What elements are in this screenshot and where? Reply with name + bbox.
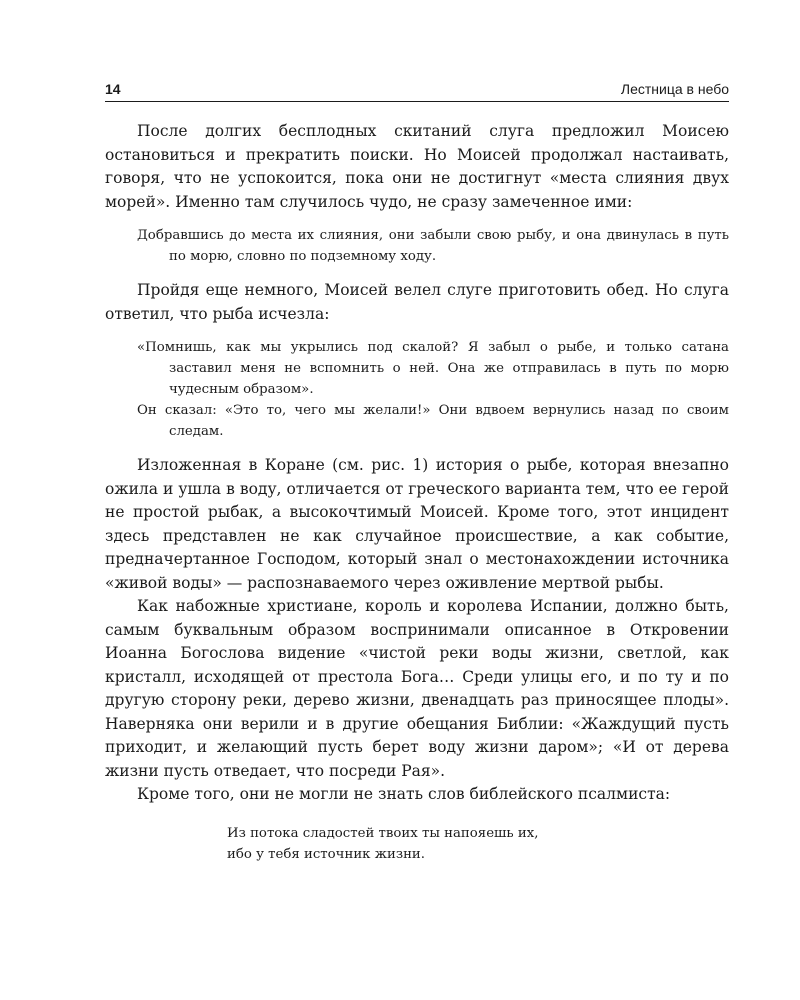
paragraph-5: Кроме того, они не могли не знать слов библейского псалмиста: <box>137 785 671 803</box>
verse-line-2: ибо у тебя источник жизни. <box>227 846 426 862</box>
quote-3: Он сказал: «Это то, чего мы желали!» Они вдвоем вернулись назад по своим следам. <box>137 403 729 439</box>
page-header <box>105 80 729 102</box>
verse-line-1: Из потока сладостей твоих ты напояешь их, <box>227 825 539 841</box>
quote-1: Добравшись до места их слияния, они забыли свою рыбу, и она двинулась в путь по морю, словно по подземному ходу. <box>137 228 729 264</box>
quote-block-2 <box>137 337 729 442</box>
paragraph-4: Как набожные христиане, король и королева Испании, должно быть, самым буквальным образом воспринимали описанное в Откровении Иоанна Богослова видение «чистой реки воды жизни, светлой, как кристалл, исходящей от престола Бога… Среди улицы его, и по ту и по другую сторону реки, дерево жизни, двенадцать раз приносящее плоды». Наверняка они верили и в другие обещания Библии: «Жаждущий пусть приходит, и желающий пусть берет воду жизни даром»; «И от дерева жизни пусть отведает, что посреди Рая». <box>105 597 729 780</box>
paragraph-1: После долгих бесплодных скитаний слуга предложил Моисею остановиться и прекратить поиски. Но Моисей продолжал настаивать, говоря, что не успокоится, пока они не достигнут «места слияния двух морей». Именно там случилось чудо, не сразу замеченное ими: <box>105 122 729 211</box>
psalm-verse <box>227 823 729 865</box>
running-title: Лестница в небо <box>620 81 729 97</box>
page-number: 14 <box>105 81 121 97</box>
body-text <box>105 120 729 865</box>
quote-2: «Помнишь, как мы укрылись под скалой? Я забыл о рыбе, и только сатана заставил меня не вспомнить о ней. Она же отправилась в путь по морю чудесным образом». <box>137 340 729 397</box>
paragraph-3: Изложенная в Коране (см. рис. 1) история о рыбе, которая внезапно ожила и ушла в воду, отличается от греческого варианта тем, что ее герой не простой рыбак, а высокочтимый Моисей. Кроме того, этот инцидент здесь представлен не как случайное происшествие, а как событие, предначертанное Господом, который знал о местонахождении источника «живой воды» — распознаваемого через оживление мертвой рыбы. <box>105 456 729 592</box>
paragraph-2: Пройдя еще немного, Моисей велел слуге приготовить обед. Но слуга ответил, что рыба исчезла: <box>105 281 729 323</box>
quote-block-1 <box>137 225 729 267</box>
book-page <box>105 80 729 865</box>
